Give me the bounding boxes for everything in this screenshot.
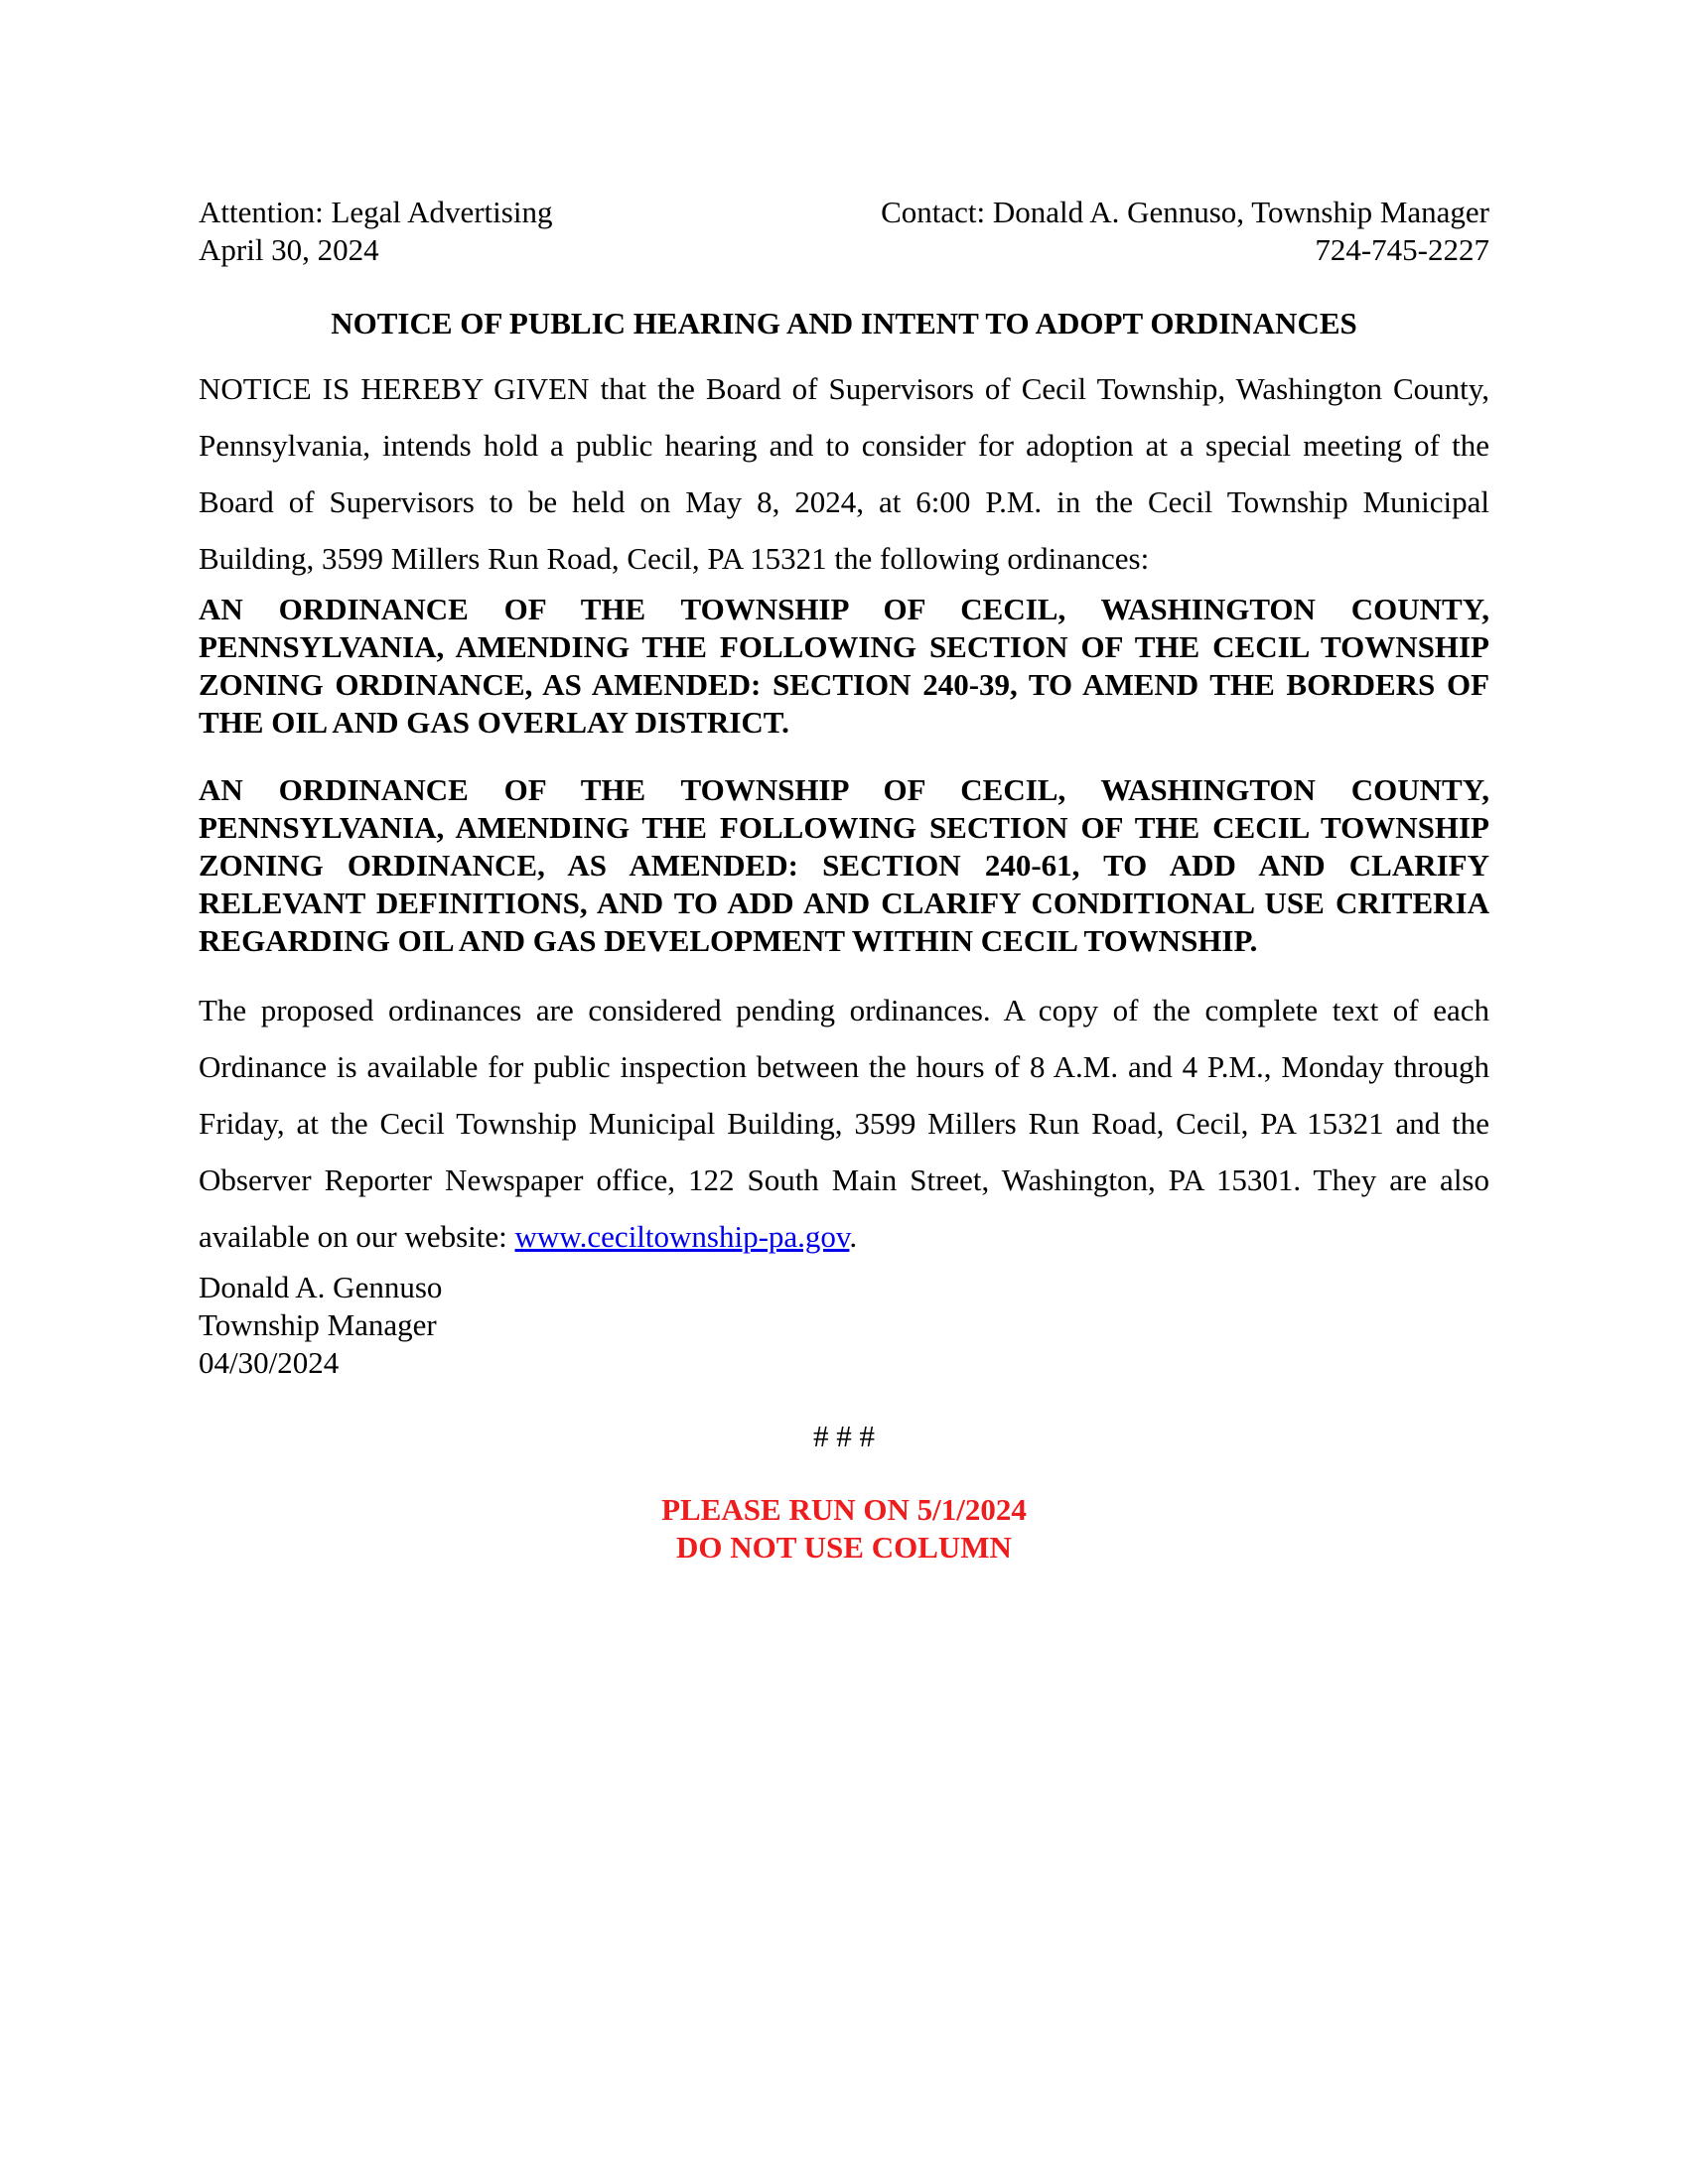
closing-paragraph-suffix: .: [849, 1219, 858, 1254]
signature-block: [199, 1269, 1489, 1382]
contact-line: Contact: Donald A. Gennuso, Township Manager: [881, 195, 1489, 229]
header: [199, 194, 1489, 269]
ordinance-1: AN ORDINANCE OF THE TOWNSHIP OF CECIL, WASHINGTON COUNTY, PENNSYLVANIA, AMENDING THE FOLLOWING SECTION OF THE CECIL TOWNSHIP ZONING ORDINANCE, AS AMENDED: SECTION 240-39, TO AMEND THE BORDERS OF THE OIL AND GAS OVERLAY DISTRICT.: [199, 592, 1489, 740]
column-note: DO NOT USE COLUMN: [676, 1530, 1012, 1565]
signature-name: Donald A. Gennuso: [199, 1270, 443, 1304]
run-date-note: PLEASE RUN ON 5/1/2024: [661, 1492, 1027, 1527]
header-left: [199, 194, 552, 269]
closing-paragraph-text: The proposed ordinances are considered pending ordinances. A copy of the complete text of each Ordinance is available for public inspection between the hours of 8 A.M. and 4 P.M., Monday through Friday, at the Cecil Township Municipal Building, 3599 Millers Run Road, Cecil, PA 15321 and the Observer Reporter Newspaper office, 122 South Main Street, Washington, PA 15301. They are also available on our website:: [199, 993, 1489, 1254]
intro-paragraph: NOTICE IS HEREBY GIVEN that the Board of Supervisors of Cecil Township, Washington County, Pennsylvania, intends hold a public hearing and to consider for adoption at a special meeting of the Board of Supervisors to be held on May 8, 2024, at 6:00 P.M. in the Cecil Township Municipal Building, 3599 Millers Run Road, Cecil, PA 15321 the following ordinances:: [199, 371, 1489, 576]
contact-phone: 724-745-2227: [1315, 232, 1489, 267]
notice-date: April 30, 2024: [199, 232, 379, 267]
signature-date: 04/30/2024: [199, 1345, 340, 1380]
website-link[interactable]: www.ceciltownship-pa.gov: [514, 1219, 850, 1254]
end-mark: # # #: [813, 1419, 875, 1453]
legal-notice-page: [199, 194, 1489, 1567]
attention-line: Attention: Legal Advertising: [199, 195, 553, 229]
run-instructions: [199, 1491, 1489, 1567]
signature-title: Township Manager: [199, 1307, 437, 1342]
notice-title: NOTICE OF PUBLIC HEARING AND INTENT TO ADOPT ORDINANCES: [331, 306, 1357, 341]
header-right: [881, 194, 1489, 269]
closing-paragraph: [199, 982, 1489, 1265]
ordinance-2: AN ORDINANCE OF THE TOWNSHIP OF CECIL, WASHINGTON COUNTY, PENNSYLVANIA, AMENDING THE FOLLOWING SECTION OF THE CECIL TOWNSHIP ZONING ORDINANCE, AS AMENDED: SECTION 240-61, TO ADD AND CLARIFY RELEVANT DEFINITIONS, AND TO ADD AND CLARIFY CONDITIONAL USE CRITERIA REGARDING OIL AND GAS DEVELOPMENT WITHIN CECIL TOWNSHIP.: [199, 772, 1489, 958]
